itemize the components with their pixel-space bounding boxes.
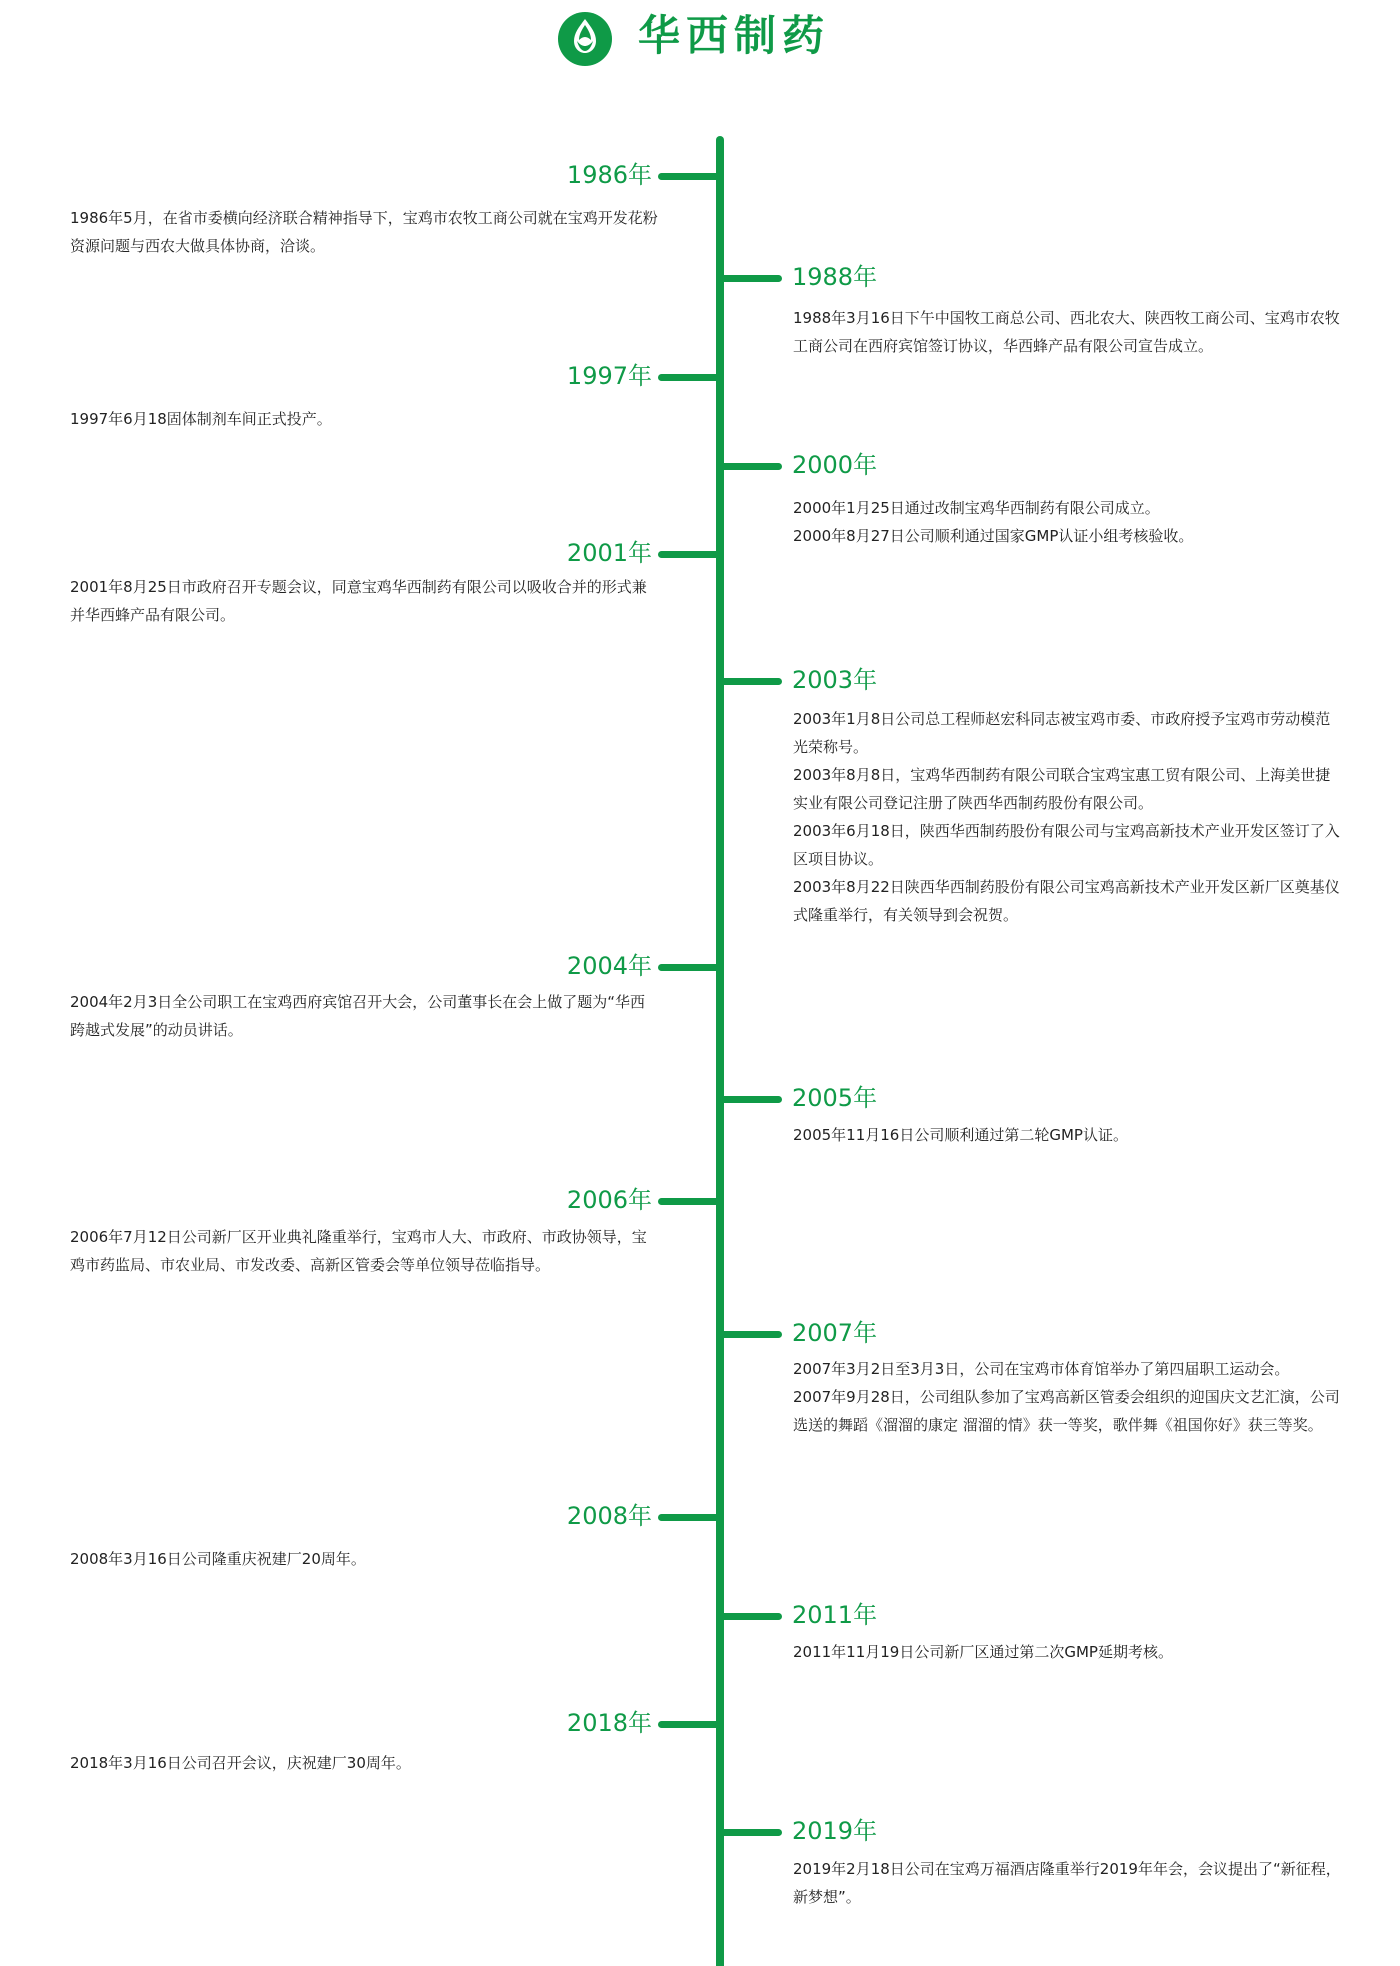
timeline-year: 1986年 bbox=[566, 161, 652, 189]
timeline-description-line: 2005年11月16日公司顺利通过第二轮GMP认证。 bbox=[793, 1126, 1128, 1144]
timeline-description-line: 1988年3月16日下午中国牧工商总公司、西北农大、陕西牧工商公司、宝鸡市农牧工商公司在西府宾馆签订协议，华西蜂产品有限公司宣告成立。 bbox=[793, 309, 1340, 355]
timeline-year: 2019年 bbox=[792, 1817, 878, 1845]
timeline-description-line: 2000年8月27日公司顺利通过国家GMP认证小组考核验收。 bbox=[793, 527, 1194, 545]
timeline-connector bbox=[720, 1331, 782, 1338]
timeline-connector bbox=[720, 1829, 782, 1836]
timeline-description bbox=[70, 405, 658, 433]
timeline-year: 2008年 bbox=[566, 1502, 652, 1530]
timeline-description bbox=[793, 494, 1343, 550]
page-header bbox=[0, 0, 1400, 80]
timeline-description-line: 2011年11月19日公司新厂区通过第二次GMP延期考核。 bbox=[793, 1643, 1173, 1661]
timeline-year: 2003年 bbox=[792, 666, 878, 694]
timeline-connector bbox=[720, 275, 782, 282]
timeline-year: 2004年 bbox=[566, 952, 652, 980]
timeline-description-line: 2008年3月16日公司隆重庆祝建厂20周年。 bbox=[70, 1550, 366, 1568]
timeline-connector bbox=[720, 678, 782, 685]
timeline-description bbox=[70, 1749, 658, 1777]
timeline-description-line: 2004年2月3日全公司职工在宝鸡西府宾馆召开大会，公司董事长在会上做了题为“华西跨越式发展”的动员讲话。 bbox=[70, 993, 646, 1039]
timeline-year: 2000年 bbox=[792, 451, 878, 479]
timeline-description bbox=[793, 1638, 1343, 1666]
timeline-year: 2006年 bbox=[566, 1186, 652, 1214]
timeline-description bbox=[793, 304, 1343, 360]
timeline-connector bbox=[658, 1198, 720, 1205]
brand-name: 华西制药 bbox=[638, 11, 831, 60]
timeline-description bbox=[70, 573, 658, 629]
timeline-year: 2005年 bbox=[792, 1084, 878, 1112]
timeline-description bbox=[70, 1545, 658, 1573]
timeline-description-line: 2000年1月25日通过改制宝鸡华西制药有限公司成立。 bbox=[793, 499, 1160, 517]
timeline-connector bbox=[720, 1613, 782, 1620]
timeline-axis bbox=[716, 136, 724, 1966]
timeline-description-line: 2007年3月2日至3月3日，公司在宝鸡市体育馆举办了第四届职工运动会。 bbox=[793, 1360, 1290, 1378]
timeline-year: 2001年 bbox=[566, 539, 652, 567]
timeline-description-line: 2018年3月16日公司召开会议，庆祝建厂30周年。 bbox=[70, 1754, 411, 1772]
timeline-description bbox=[70, 988, 658, 1044]
timeline-description-line: 2007年9月28日，公司组队参加了宝鸡高新区管委会组织的迎国庆文艺汇演，公司选送的舞蹈《溜溜的康定 溜溜的情》获一等奖，歌伴舞《祖国你好》获三等奖。 bbox=[793, 1388, 1340, 1434]
timeline-description-line: 2019年2月18日公司在宝鸡万福酒店隆重举行2019年年会，会议提出了“新征程，新梦想”。 bbox=[793, 1860, 1341, 1906]
timeline-description-line: 2003年8月8日，宝鸡华西制药有限公司联合宝鸡宝惠工贸有限公司、上海美世捷实业有限公司登记注册了陕西华西制药股份有限公司。 bbox=[793, 766, 1331, 812]
timeline-description-line: 2003年8月22日陕西华西制药股份有限公司宝鸡高新技术产业开发区新厂区奠基仪式隆重举行，有关领导到会祝贺。 bbox=[793, 878, 1340, 924]
timeline-year: 1997年 bbox=[566, 362, 652, 390]
timeline-description bbox=[793, 1355, 1343, 1439]
timeline-description bbox=[793, 1855, 1343, 1911]
leaf-drop-icon bbox=[557, 11, 613, 67]
timeline-connector bbox=[658, 551, 720, 558]
timeline-connector bbox=[658, 173, 720, 180]
timeline-year: 2007年 bbox=[792, 1319, 878, 1347]
timeline-year: 1988年 bbox=[792, 263, 878, 291]
timeline-description-line: 2006年7月12日公司新厂区开业典礼隆重举行，宝鸡市人大、市政府、市政协领导，宝鸡市药监局、市农业局、市发改委、高新区管委会等单位领导莅临指导。 bbox=[70, 1228, 647, 1274]
timeline-description-line: 2003年1月8日公司总工程师赵宏科同志被宝鸡市委、市政府授予宝鸡市劳动模范光荣称号。 bbox=[793, 710, 1331, 756]
timeline-description bbox=[793, 705, 1343, 929]
timeline-description-line: 1997年6月18固体制剂车间正式投产。 bbox=[70, 410, 332, 428]
timeline-description bbox=[793, 1121, 1343, 1149]
timeline-connector bbox=[658, 964, 720, 971]
timeline-connector bbox=[720, 1096, 782, 1103]
timeline-description bbox=[70, 204, 658, 260]
timeline-connector bbox=[720, 463, 782, 470]
timeline-description-line: 2003年6月18日，陕西华西制药股份有限公司与宝鸡高新技术产业开发区签订了入区项目协议。 bbox=[793, 822, 1340, 868]
timeline-connector bbox=[658, 1514, 720, 1521]
timeline-description-line: 2001年8月25日市政府召开专题会议，同意宝鸡华西制药有限公司以吸收合并的形式兼并华西蜂产品有限公司。 bbox=[70, 578, 647, 624]
timeline-description-line: 1986年5月，在省市委横向经济联合精神指导下，宝鸡市农牧工商公司就在宝鸡开发花粉资源问题与西农大做具体协商，洽谈。 bbox=[70, 209, 658, 255]
timeline-connector bbox=[658, 1721, 720, 1728]
timeline-description bbox=[70, 1223, 658, 1279]
timeline-connector bbox=[658, 374, 720, 381]
timeline-year: 2018年 bbox=[566, 1709, 652, 1737]
timeline-year: 2011年 bbox=[792, 1601, 878, 1629]
